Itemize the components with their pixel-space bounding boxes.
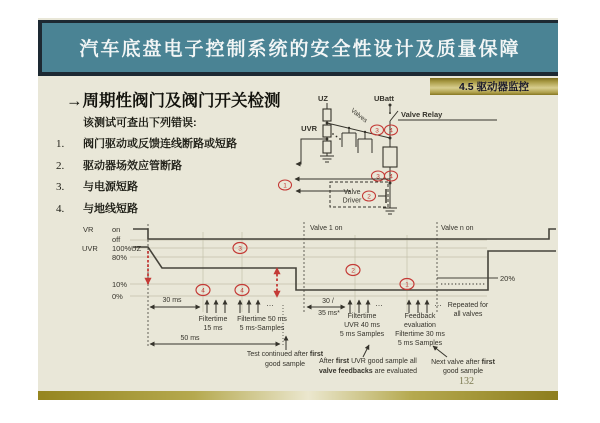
svg-text:3: 3	[375, 127, 379, 135]
test-continued-note: Test continued after first	[246, 351, 324, 358]
svg-text:Driver: Driver	[342, 197, 362, 205]
title-bar	[38, 20, 558, 76]
section-badge-label: 4.5 驱动器监控	[458, 81, 529, 93]
after-first-note: After first UVR good sample all	[319, 358, 417, 365]
filtertime-uvr-label: Filtertime	[347, 313, 377, 320]
section-heading: →周期性阀门及阀门开关检测	[66, 92, 281, 110]
valve-driver-label: Valve	[343, 189, 361, 196]
repeated-label: Repeated for	[447, 302, 489, 309]
list-item-number: 2.	[56, 160, 65, 172]
svg-text:5 ms-Samples: 5 ms-Samples	[239, 325, 285, 332]
svg-text:2: 2	[351, 267, 355, 275]
intro-text: 该测试可查出下列错误:	[83, 117, 197, 129]
svg-text:off: off	[112, 235, 121, 244]
svg-text:UVR 40 ms: UVR 40 ms	[344, 322, 380, 329]
span-30ms-label: 30 ms	[162, 297, 182, 304]
vr-axis-label: VR	[83, 225, 94, 234]
list-item-text: 驱动器场效应管断路	[83, 160, 182, 172]
slide-title: 汽车底盘电子控制系统的安全性设计及质量保障	[79, 39, 521, 60]
filtertime-15-label: Filtertime	[198, 316, 228, 323]
ubatt-label: UBatt	[374, 94, 394, 103]
svg-text:1: 1	[405, 281, 409, 289]
svg-text:20%: 20%	[500, 274, 516, 283]
page-number: 132	[459, 376, 474, 387]
svg-text:5 ms Samples: 5 ms Samples	[339, 331, 385, 338]
svg-text:evaluation: evaluation	[404, 322, 436, 329]
list-item-text: 与地线短路	[83, 203, 138, 215]
svg-text:10%: 10%	[112, 280, 128, 289]
filtertime-50-label: Filtertime 50 ms	[237, 316, 287, 323]
svg-text:on: on	[112, 225, 121, 234]
svg-text:35 ms*: 35 ms*	[318, 310, 340, 317]
ellipsis: …	[434, 299, 442, 308]
svg-text:good sample: good sample	[264, 361, 306, 368]
list-item-number: 4.	[56, 203, 65, 215]
list-item	[56, 134, 237, 152]
valve-relay-label: Valve Relay	[401, 110, 443, 119]
ellipsis: …	[266, 299, 274, 308]
svg-text:good sample: good sample	[442, 368, 484, 375]
svg-text:80%: 80%	[112, 253, 128, 262]
list-item-text: 与电源短路	[83, 181, 138, 193]
list-item-number: 1.	[56, 138, 65, 150]
span-30-35-label: 30 /	[322, 298, 334, 305]
svg-text:3: 3	[238, 245, 242, 253]
svg-text:4: 4	[389, 173, 393, 181]
svg-text:5 ms Samples: 5 ms Samples	[397, 340, 443, 347]
span-50ms-label: 50 ms	[180, 335, 200, 342]
uz-label: UZ	[318, 94, 328, 103]
section-badge	[430, 78, 558, 95]
list-item-number: 3.	[56, 181, 65, 193]
list-item	[56, 177, 138, 195]
svg-text:all valves: all valves	[453, 311, 483, 318]
svg-text:4: 4	[389, 127, 393, 135]
svg-text:valve feedbacks are evaluated: valve feedbacks are evaluated	[318, 368, 418, 375]
svg-text:Filtertime 30 ms: Filtertime 30 ms	[395, 331, 445, 338]
list-item	[56, 156, 182, 174]
svg-text:100%UZ: 100%UZ	[112, 244, 142, 253]
svg-text:15 ms: 15 ms	[203, 325, 223, 332]
svg-text:4: 4	[201, 287, 205, 295]
next-valve-note: Next valve after first	[431, 359, 495, 366]
uvr-label: UVR	[301, 124, 317, 133]
feedback-eval-label: Feedback	[404, 313, 436, 320]
bottom-accent-bar	[38, 391, 558, 400]
svg-text:1: 1	[283, 182, 287, 190]
valve1-on-label: Valve 1 on	[310, 225, 343, 232]
svg-text:2: 2	[367, 193, 371, 201]
valves-label: Valves	[349, 107, 369, 125]
list-item-text: 阀门驱动或反馈连线断路或短路	[83, 138, 237, 150]
title-bar-inner	[42, 23, 558, 72]
list-item	[56, 199, 138, 217]
svg-text:0%: 0%	[112, 292, 123, 301]
ellipsis: …	[375, 299, 383, 308]
svg-text:4: 4	[240, 287, 244, 295]
valven-on-label: Valve n on	[441, 225, 474, 232]
svg-text:3: 3	[376, 173, 380, 181]
uvr-axis-label: UVR	[82, 244, 98, 253]
